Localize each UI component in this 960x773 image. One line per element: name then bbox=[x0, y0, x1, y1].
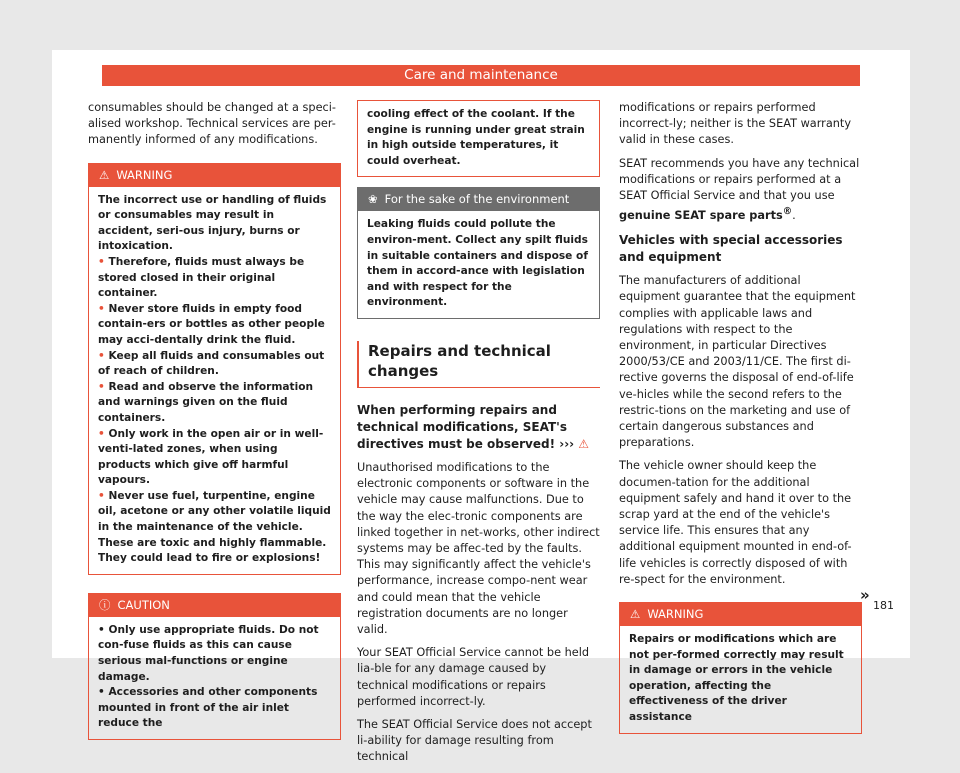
list-item: • Never use fuel, turpentine, engine oil, acetone or any other volatile liquid in the maintenance of the vehicle. These are toxic and highly flammable. They could lead to fire or explosions! bbox=[98, 489, 331, 565]
warning-header bbox=[89, 164, 340, 187]
section-header: Care and maintenance bbox=[102, 65, 860, 86]
list-item: • Therefore, fluids must always be stored closed in their original container. bbox=[98, 255, 305, 300]
warning-label: WARNING bbox=[116, 167, 173, 182]
info-circle-icon: ⓘ bbox=[99, 597, 111, 612]
caution-continued-body: cooling effect of the coolant. If the engine is running under great strain in high outside temperatures, it could overheat. bbox=[367, 108, 585, 167]
environment-header bbox=[358, 188, 599, 211]
list-item: • Read and observe the information and warnings given on the fluid containers. bbox=[98, 380, 314, 424]
list-item: • Never store fluids in empty food contain-ers or bottles as other people may acci-dentally drink the fluid. bbox=[98, 302, 325, 346]
column-3 bbox=[619, 100, 862, 748]
warning-triangle-icon: ⚠ bbox=[578, 436, 590, 451]
caution-label: CAUTION bbox=[117, 597, 170, 612]
warning-lead: The incorrect use or handling of fluids or consumables may result in accident, seri-ous injury, burns or intoxication. bbox=[98, 193, 327, 253]
list-item: • Keep all fluids and consumables out of reach of children. bbox=[98, 349, 325, 378]
warning-label: WARNING bbox=[647, 607, 704, 622]
paragraph: Your SEAT Official Service cannot be held lia-ble for any damage caused by technical modifications or repairs performed incorrect-ly. bbox=[357, 646, 590, 708]
warning-box-2 bbox=[619, 602, 862, 734]
warning-triangle-icon: ⚠ bbox=[99, 167, 110, 182]
warning-body bbox=[89, 187, 340, 574]
section-heading: Repairs and technical changes bbox=[357, 341, 600, 388]
paragraph: Unauthorised modifications to the electronic components or software in the vehicle may cause malfunctions. Due to the way the elec-tronic components are linked together in net-works, other indirect systems may be affec-ted by the faults. This may significantly affect the vehicle's performance, increase compo-nent wear and could mean that the vehicle registration documents are no longer valid. bbox=[357, 460, 600, 636]
page-number: 181 bbox=[873, 599, 894, 612]
caution-box bbox=[88, 593, 341, 740]
environment-flower-icon: ❀ bbox=[368, 192, 378, 207]
warning-triangle-icon: ⚠ bbox=[630, 607, 641, 622]
column-2 bbox=[357, 100, 600, 773]
caution-continued-box bbox=[357, 100, 600, 177]
paragraph: The vehicle owner should keep the documen-tation for the additional equipment safely and hand it over to the scrap yard at the end of the vehicle's service life. This ensures that any additional equipment mounted in end-of-life vehicles is correctly disposed of with re-spect for the environment. bbox=[619, 459, 852, 586]
continue-mark: » bbox=[860, 586, 870, 604]
paragraph: SEAT recommends you have any technical modifications or repairs performed at a SEAT Official Service and that you use genuine SEAT spare parts®. bbox=[619, 156, 860, 222]
list-item: • Only use appropriate fluids. Do not con-fuse fluids as this can cause serious mal-functions or engine damage. bbox=[98, 623, 319, 683]
environment-label: For the sake of the environment bbox=[384, 192, 570, 207]
environment-body: Leaking fluids could pollute the environ-ment. Collect any spilt fluids in suitable containers and dispose of them in accord-ance with legislation and with respect for the environment. bbox=[367, 218, 588, 309]
paragraph: The manufacturers of additional equipment guarantee that the equipment complies with applicable laws and regulations with respect to the environment, in particular Directives 2000/53/CE and 2003/11/CE. The first di-rective governs the disposal of end-of-life ve-hicles while the second refers to the restric-tions on the marketing and use of certain dangerous substances and preparations. bbox=[619, 274, 856, 450]
list-item: • Accessories and other components mounted in front of the air inlet reduce the bbox=[98, 686, 318, 730]
warning-body: Repairs or modifications which are not per-formed correctly may result in damage or errors in the vehicle operation, affecting the effectiveness of the driver assistance bbox=[629, 633, 844, 724]
column-1 bbox=[88, 100, 341, 754]
list-item: • Only work in the open air or in well-venti-lated zones, when using products which give off harmful vapours. bbox=[98, 427, 324, 487]
intro-paragraph: consumables should be changed at a speci-alised workshop. Technical services are per-manently informed of any modifications. bbox=[88, 101, 336, 147]
subheading: Vehicles with special accessories and equipment bbox=[619, 233, 843, 265]
manual-page bbox=[52, 50, 910, 764]
warning-box bbox=[88, 163, 341, 575]
caution-body bbox=[89, 617, 340, 739]
environment-box bbox=[357, 187, 600, 319]
subheading: When performing repairs and technical modifications, SEAT's directives must be observed! ››› ⚠ bbox=[357, 402, 590, 451]
paragraph: modifications or repairs performed incorrect-ly; neither is the SEAT warranty valid in these cases. bbox=[619, 101, 852, 147]
warning-header bbox=[620, 603, 861, 626]
paragraph: The SEAT Official Service does not accept li-ability for damage resulting from technical bbox=[357, 717, 592, 764]
caution-header bbox=[89, 594, 340, 617]
